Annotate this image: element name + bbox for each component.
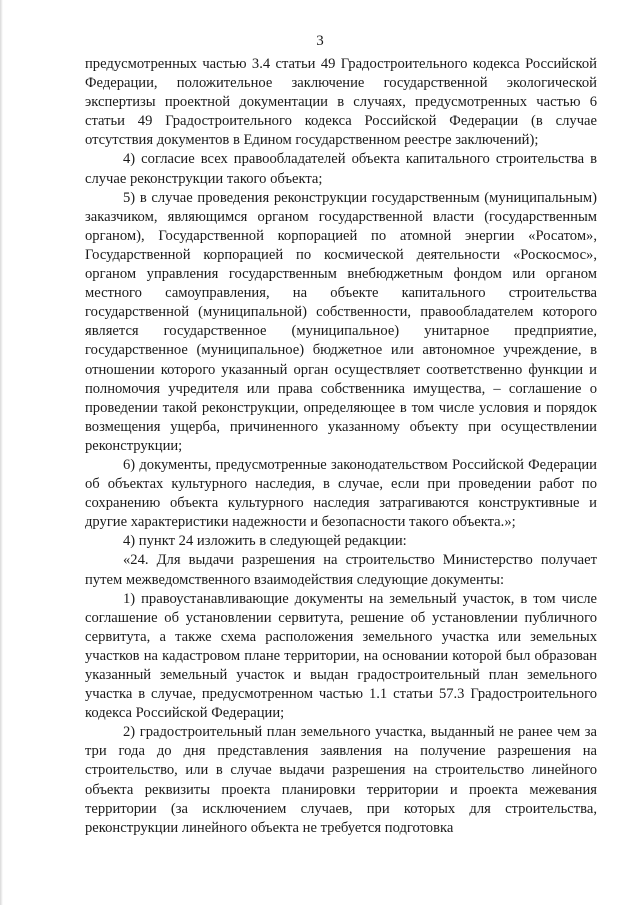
paragraph-point-24-item-2: 2) градостроительный план земельного участка, выданный не ранее чем за три года до дня представления заявления на получение разрешения на строительство, или в случае выдачи разрешения на строительство линейного объекта реквизиты проекта планировки территории и проекта межевания территории (за исключением случаев, при которых для строительства, реконструкции линейного объекта не требуется подготовка [85,724,597,836]
page-number: 3 [316,33,324,49]
paragraph-point-24-intro: «24. Для выдачи разрешения на строительство Министерство получает путем межведомственного взаимодействия следующие документы: [85,552,597,588]
paragraph-item-4-consent: 4) согласие всех правообладателей объекта капитального строительства в случае реконструкции такого объекта; [85,151,597,187]
paragraph-item-6-heritage: 6) документы, предусмотренные законодательством Российской Федерации об объектах культурного наследия, в случае, если при проведении работ по сохранению объекта культурного наследия затрагиваются конструктивные и другие характеристики надежности и безопасности такого объекта.»; [85,456,597,531]
paragraph-item-5-reconstruction: 5) в случае проведения реконструкции государственным (муниципальным) заказчиком, являющимся органом государственной власти (государственным органом), Государственной корпорацией по атомной энергии «Росатом», Государственной корпорацией по космической деятельности «Роскосмос», органом управления государственным внебюджетным фондом или органом местного самоуправления, на объекте капитального строительства государственной (муниципальной) собственности, правообладателем которого является государственное (муниципальное) унитарное предприятие, государственное (муниципальное) бюджетное или автономное учреждение, в отношении которого указанный орган осуществляет соответственно функции и полномочия учредителя или права собственника имущества, – соглашение о проведении такой реконструкции, определяющее в том числе условия и порядок возмещения ущерба, причиненного указанному объекту при осуществлении реконструкции; [85,189,597,454]
paragraph-point-24-item-1: 1) правоустанавливающие документы на земельный участок, в том числе соглашение об установлении сервитута, решение об установлении публичного сервитута, а также схема расположения земельного участка или земельных участков на кадастровом плане территории, на основании которой был образован указанный земельный участок и выдан градостроительный план земельного участка в случае, предусмотренном частью 1.1 статьи 57.3 Градостроительного кодекса Российской Федерации; [85,590,597,722]
paragraph-amendment-point-24: 4) пункт 24 изложить в следующей редакции: [123,533,407,550]
paragraph-continuation: предусмотренных частью 3.4 статьи 49 Градостроительного кодекса Российской Федерации, положительное заключение государственной экологической экспертизы проектной документации в случаях, предусмотренных частью 6 статьи 49 Градостроительного кодекса Российской Федерации (в случае отсутствия документов в Едином государственном реестре заключений); [85,56,597,149]
document-body [85,55,597,838]
scan-edge-shadow [0,0,3,905]
